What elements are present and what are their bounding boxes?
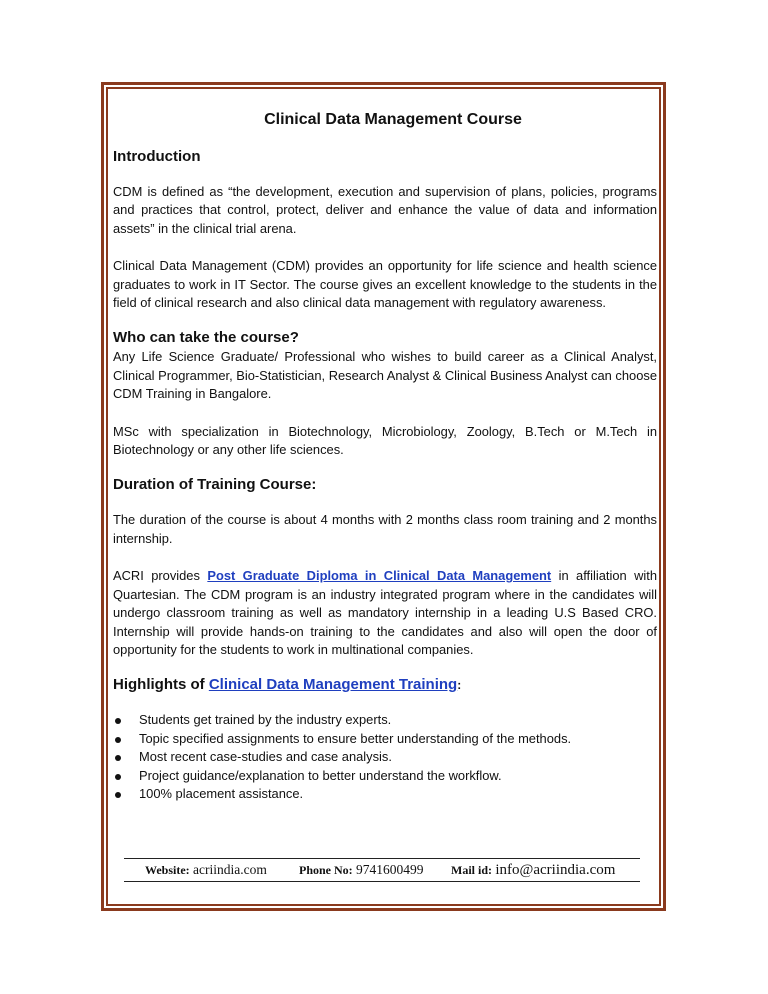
- website-label: Website:: [145, 863, 190, 877]
- highlights-heading-after: :: [457, 678, 462, 693]
- list-item: 100% placement assistance.: [113, 785, 657, 803]
- who-heading: Who can take the course?: [113, 329, 299, 347]
- mail-value: info@acriindia.com: [495, 862, 616, 878]
- duration-heading: Duration of Training Course:: [113, 476, 317, 494]
- duration-paragraph-2: [113, 567, 657, 659]
- list-item: Students get trained by the industry experts.: [113, 711, 657, 729]
- document-body: [113, 110, 657, 803]
- duration-paragraph-1: The duration of the course is about 4 months with 2 months class room training and 2 months internship.: [113, 512, 657, 546]
- highlights-heading-before: Highlights of: [113, 676, 209, 694]
- pgd-cdm-link[interactable]: Post Graduate Diploma in Clinical Data Management: [207, 568, 552, 584]
- mail-info: [451, 859, 615, 881]
- intro-paragraph-2: Clinical Data Management (CDM) provides an opportunity for life science and health science graduates to work in IT Sector. The course gives an excellent knowledge to the students in the field of clinical research and also clinical data management with regulatory awareness.: [113, 258, 657, 311]
- highlights-heading: [113, 675, 657, 695]
- phone-value: 9741600499: [356, 862, 424, 877]
- phone-info: [299, 859, 424, 881]
- website-info: [145, 859, 267, 881]
- page-title: Clinical Data Management Course: [264, 111, 522, 128]
- who-paragraph-1: Any Life Science Graduate/ Professional who wishes to build career as a Clinical Analyst, Clinical Programmer, Bio-Statistician, Research Analyst & Clinical Business Analyst can choose CDM Training in Bangalore.: [113, 349, 657, 402]
- duration-p2-before: ACRI provides: [113, 568, 208, 584]
- mail-label: Mail id:: [451, 863, 492, 877]
- list-item: Topic specified assignments to ensure better understanding of the methods.: [113, 730, 657, 748]
- intro-heading: Introduction: [113, 148, 201, 165]
- cdm-training-link[interactable]: Clinical Data Management Training: [208, 676, 458, 694]
- list-item: Most recent case-studies and case analysis.: [113, 748, 657, 766]
- list-item: Project guidance/explanation to better understand the workflow.: [113, 767, 657, 785]
- website-value: acriindia.com: [193, 862, 267, 877]
- contact-footer: [124, 858, 640, 882]
- who-paragraph-2: MSc with specialization in Biotechnology, Microbiology, Zoology, B.Tech or M.Tech in Biotechnology or any other life sciences.: [113, 423, 657, 458]
- duration-p2-after: in affiliation with Quartesian. The CDM program is an industry integrated program where in the candidates will undergo classroom training as well as mandatory internship in a leading U.S Based CRO. Internship will provide hands-on training to the candidates and also will open the door of opportunity for the students to work in multinational companies.: [113, 568, 657, 657]
- intro-paragraph-1: CDM is defined as “the development, execution and supervision of plans, policies, programs and practices that control, protect, deliver and enhance the value of data and information assets” in the clinical trial arena.: [113, 184, 657, 236]
- phone-label: Phone No:: [299, 863, 353, 877]
- highlights-list: [113, 711, 657, 803]
